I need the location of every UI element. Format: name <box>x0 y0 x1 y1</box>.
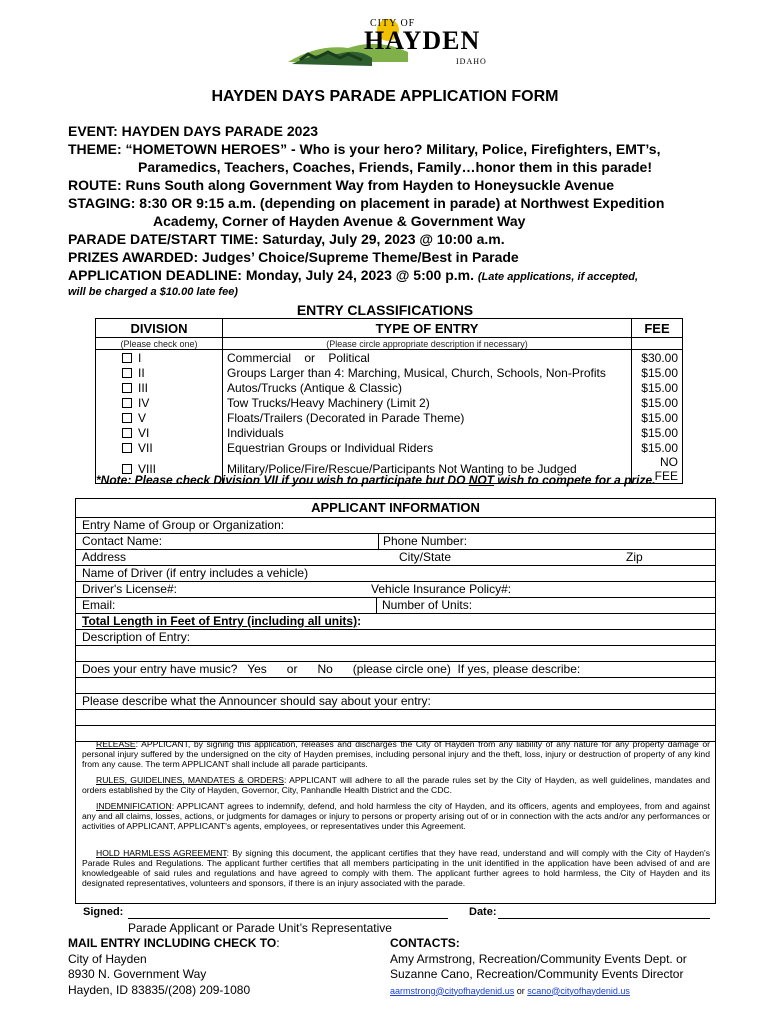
theme-line-cont: Paramedics, Teachers, Coaches, Friends, Family…honor them in this parade! <box>138 159 653 175</box>
music-blank-line[interactable] <box>76 678 715 694</box>
zip-label: Zip <box>626 550 643 564</box>
hold-harmless-paragraph <box>82 848 710 888</box>
route-line: ROUTE: Runs South along Government Way from Hayden to Honeysuckle Avenue <box>68 177 615 193</box>
mail-entry-block <box>68 936 280 998</box>
music-field[interactable] <box>76 662 715 678</box>
type-header: TYPE OF ENTRY <box>223 319 632 338</box>
mail-line-2: 8930 N. Government Way <box>68 967 207 981</box>
driver-name-label: Name of Driver (if entry includes a vehicle) <box>82 566 309 580</box>
division-subheader: (Please check one) <box>96 338 223 350</box>
note-not: NOT <box>468 473 495 487</box>
contacts-heading: CONTACTS: <box>390 936 460 950</box>
announcer-label: Please describe what the Announcer should say about your entry: <box>82 694 431 708</box>
entry-fee: NO FEE <box>632 455 683 484</box>
length-colon: : <box>357 614 362 628</box>
release-paragraph <box>82 739 710 769</box>
form-title: HAYDEN DAYS PARADE APPLICATION FORM <box>211 88 559 105</box>
contact-name-label: Contact Name: <box>82 534 163 548</box>
mail-line-1: City of Hayden <box>68 951 147 966</box>
contact-row <box>76 534 715 550</box>
mail-heading-text: MAIL ENTRY INCLUDING CHECK TO <box>68 936 277 950</box>
entry-classifications-table <box>95 318 683 484</box>
table-row <box>96 395 683 410</box>
license-row <box>76 582 715 598</box>
city-logo <box>288 14 508 74</box>
entry-fee: $15.00 <box>632 425 683 440</box>
division-checkbox[interactable] <box>122 428 132 438</box>
event-line: EVENT: HAYDEN DAYS PARADE 2023 <box>68 123 319 139</box>
hold-harmless-text: : By signing this document, the applicant certifies that they have read, understand and will comply with the City of Hayden's Parade Rules and Regulations. The applicant further certifies that all members participating in the unit identified in the application have been advised of and are knowledgeable of said rules and regulations and have agreed to comply with them. The applicant further agrees to hold harmless, the City of Hayden and its designated representatives, volunteers and sponsors, if there is an injury associated with the parade. <box>82 848 710 888</box>
entry-fee: $15.00 <box>632 410 683 425</box>
division-number: VIII <box>138 462 157 476</box>
logo-name: HAYDEN <box>364 26 481 55</box>
signature-caption: Parade Applicant or Parade Unit’s Representative <box>128 921 392 935</box>
entry-type: Groups Larger than 4: Marching, Musical, Church, Schools, Non-Profits <box>223 365 632 380</box>
entry-fee: $15.00 <box>632 380 683 395</box>
indemnification-heading: INDEMNIFICATION <box>96 801 172 811</box>
division-number: VI <box>138 425 150 440</box>
staging-line: STAGING: 8:30 OR 9:15 a.m. (depending on placement in parade) at Northwest Expedition <box>68 195 665 211</box>
description-blank-line[interactable] <box>76 646 715 662</box>
address-label: Address <box>82 550 127 564</box>
applicant-information-title: APPLICANT INFORMATION <box>76 499 715 518</box>
fee-header: FEE <box>632 319 683 338</box>
rules-text: : APPLICANT will adhere to all the parade rules set by the City of Hayden, as well guidelines, mandates and orders established by the City of Hayden, Governor, City, Panhandle Health District and the CDC. <box>82 775 710 795</box>
division-number: III <box>138 380 149 395</box>
division-checkbox[interactable] <box>122 443 132 453</box>
table-row <box>96 440 683 455</box>
entry-type: Tow Trucks/Heavy Machinery (Limit 2) <box>223 395 632 410</box>
address-row <box>76 550 715 566</box>
release-heading: RELEASE <box>96 739 136 749</box>
email-or: or <box>514 985 528 996</box>
indemnification-text: : APPLICANT agrees to indemnify, defend, and hold harmless the city of Hayden, and its officers, agents and employees, from and against any and all claims, losses, actions, or judgments for damages or injury to persons or property arising out of or in connection with the acts and/or any performances or activities of APPLICANT, APPLICANT's agents, employees, or representatives under this Agreement. <box>82 801 710 831</box>
contact-line-1: Amy Armstrong, Recreation/Community Events Dept. or <box>390 951 687 966</box>
rules-heading: RULES, GUIDELINES, MANDATES & ORDERS <box>96 775 284 785</box>
late-fee-note: will be charged a $10.00 late fee) <box>68 286 238 298</box>
length-label <box>82 614 361 629</box>
signed-label: Signed: <box>83 906 124 918</box>
entry-fee: $30.00 <box>632 350 683 366</box>
type-subheader: (Please circle appropriate description if necessary) <box>223 338 632 350</box>
entry-rows <box>96 350 683 484</box>
table-row <box>96 350 683 366</box>
phone-label: Phone Number: <box>383 534 468 548</box>
division-number: II <box>138 365 145 380</box>
division-checkbox[interactable] <box>122 398 132 408</box>
insurance-label: Vehicle Insurance Policy#: <box>371 582 512 596</box>
division-checkbox[interactable] <box>122 413 132 423</box>
deadline-text: APPLICATION DEADLINE: Monday, July 24, 2023 @ 5:00 p.m. <box>68 267 474 283</box>
division-checkbox[interactable] <box>122 383 132 393</box>
table-row <box>96 410 683 425</box>
entry-type: Floats/Trailers (Decorated in Parade Theme) <box>223 410 632 425</box>
release-text: : APPLICANT, by signing this application, releases and discharges the City of Hayden from any liability of any nature for any property damage or personal injury suffered by the undersigned on the city of Hayden premises, including personal injury and the theft, loss, injury or destruction of property of any kind from any cause. The term APPLICANT shall include all parade participants. <box>82 739 710 769</box>
contact-line-2: Suzanne Cano, Recreation/Community Events Director <box>390 967 684 981</box>
division-header: DIVISION <box>96 319 223 338</box>
division-number: I <box>138 350 142 365</box>
email-link-cano[interactable]: scano@cityofhaydenid.us <box>527 985 630 996</box>
rules-paragraph <box>82 775 710 795</box>
table-row <box>96 425 683 440</box>
announcer-blank-line-1[interactable] <box>76 710 715 726</box>
length-label-text: Total Length in Feet of Entry (including all units) <box>82 614 358 628</box>
email-label: Email: <box>82 598 116 612</box>
theme-line: THEME: “HOMETOWN HEROES” - Who is your hero? Military, Police, Firefighters, EMT’s, <box>68 141 661 157</box>
entry-name-label: Entry Name of Group or Organization: <box>82 518 285 532</box>
units-label: Number of Units: <box>382 598 473 612</box>
division-number: VII <box>138 440 153 455</box>
division-number: V <box>138 410 147 425</box>
date-label: Date: <box>469 906 497 918</box>
division-checkbox[interactable] <box>122 368 132 378</box>
entry-classifications-title: ENTRY CLASSIFICATIONS <box>296 302 474 318</box>
applicant-information-section <box>75 498 716 918</box>
note-text-a: *Note: Please check Division VII if you wish to participate but DO <box>96 473 469 487</box>
late-note: (Late applications, if accepted, <box>477 271 639 283</box>
note-text-b: wish to compete for a prize. <box>494 473 656 487</box>
license-label: Driver's License#: <box>82 582 177 596</box>
entry-fee: $15.00 <box>632 365 683 380</box>
indemnification-paragraph <box>82 801 710 831</box>
entry-type: Military/Police/Fire/Rescue/Participants Not Wanting to be Judged <box>223 455 632 484</box>
division-checkbox[interactable] <box>122 353 132 363</box>
description-label: Description of Entry: <box>82 630 191 644</box>
division-number: IV <box>138 395 150 410</box>
email-row <box>76 598 715 614</box>
table-row <box>96 365 683 380</box>
entry-name-field[interactable] <box>76 518 715 534</box>
city-state-label: City/State <box>399 550 452 564</box>
entry-fee: $15.00 <box>632 395 683 410</box>
entry-type: Individuals <box>223 425 632 440</box>
staging-line-cont: Academy, Corner of Hayden Avenue & Government Way <box>153 213 526 229</box>
parade-date-line: PARADE DATE/START TIME: Saturday, July 29, 2023 @ 10:00 a.m. <box>68 231 505 247</box>
logo-city-of: CITY OF <box>370 18 416 29</box>
mail-heading-colon: : <box>276 936 280 950</box>
entry-type: Equestrian Groups or Individual Riders <box>223 440 632 455</box>
driver-name-field[interactable] <box>76 566 715 582</box>
hold-harmless-heading: HOLD HARMLESS AGREEMENT <box>96 848 227 858</box>
signature-line[interactable] <box>128 918 448 919</box>
logo-state: IDAHO <box>456 57 487 66</box>
entry-fee: $15.00 <box>632 440 683 455</box>
music-label: Does your entry have music? Yes or No (please circle one) If yes, please describe: <box>82 662 581 676</box>
mail-heading <box>68 936 280 952</box>
late-fee-line <box>68 281 238 301</box>
table-row <box>96 380 683 395</box>
date-line[interactable] <box>498 918 710 919</box>
contacts-block <box>390 936 687 999</box>
prizes-line: PRIZES AWARDED: Judges’ Choice/Supreme Theme/Best in Parade <box>68 249 519 265</box>
mail-line-3: Hayden, ID 83835/(208) 209-1080 <box>68 982 251 997</box>
description-field[interactable] <box>76 630 715 646</box>
email-link-armstrong[interactable]: aarmstrong@cityofhaydenid.us <box>390 985 515 996</box>
division-note <box>96 473 655 487</box>
entry-type: Commercial or Political <box>223 350 632 366</box>
entry-type: Autos/Trucks (Antique & Classic) <box>223 380 632 395</box>
announcer-field[interactable] <box>76 694 715 710</box>
length-field[interactable] <box>76 614 715 630</box>
contact-emails <box>390 983 687 1000</box>
